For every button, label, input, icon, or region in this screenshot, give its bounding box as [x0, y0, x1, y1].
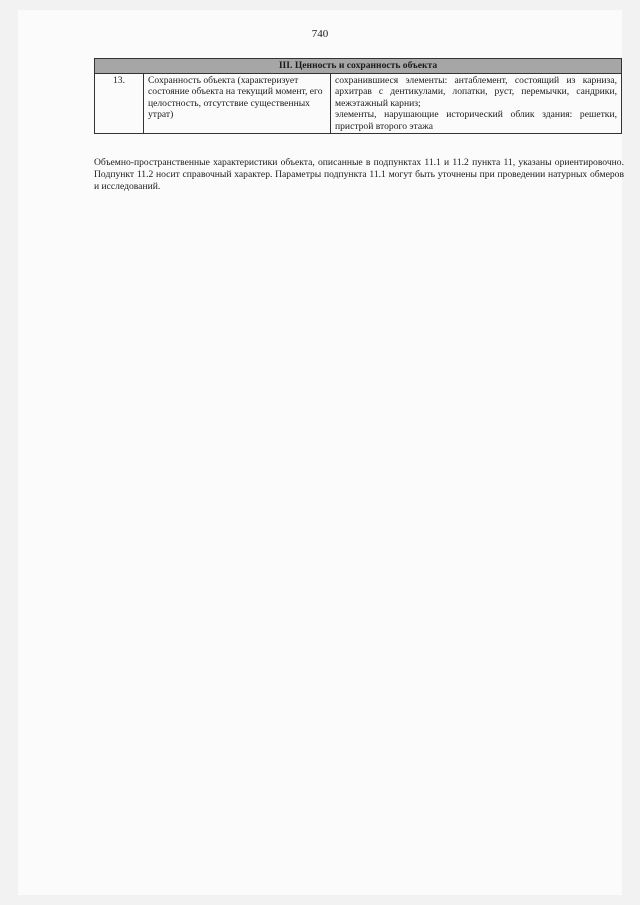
- note-paragraph: Объемно-пространственные характеристики объекта, описанные в подпунктах 11.1 и 11.2 пункта 11, указаны ориентировочно. Подпункт 11.2 носит справочный характер. Параметры подпункта 11.1 могут быть уточнены при проведении натурных обмеров и исследований.: [94, 157, 624, 192]
- row-value: [331, 73, 622, 134]
- preserved-elements: сохранившиеся элементы: антаблемент, состоящий из карниза, архитрав с дентикулами, лопатки, руст, перемычки, сандрики, межэтажный карниз;: [335, 74, 617, 109]
- section-header-row: [95, 59, 622, 74]
- section-title: III. Ценность и сохранность объекта: [95, 59, 622, 74]
- violating-elements: элементы, нарушающие исторический облик здания: решетки, пристрой второго этажа: [335, 109, 617, 132]
- object-table: [94, 58, 622, 134]
- row-number: 13.: [95, 73, 144, 134]
- page-number: 740: [311, 28, 329, 40]
- table-row: [95, 73, 622, 134]
- row-name: Сохранность объекта (характеризует состояние объекта на текущий момент, его целостность, отсутствие существенных утрат): [144, 73, 331, 134]
- document-page: [18, 10, 622, 895]
